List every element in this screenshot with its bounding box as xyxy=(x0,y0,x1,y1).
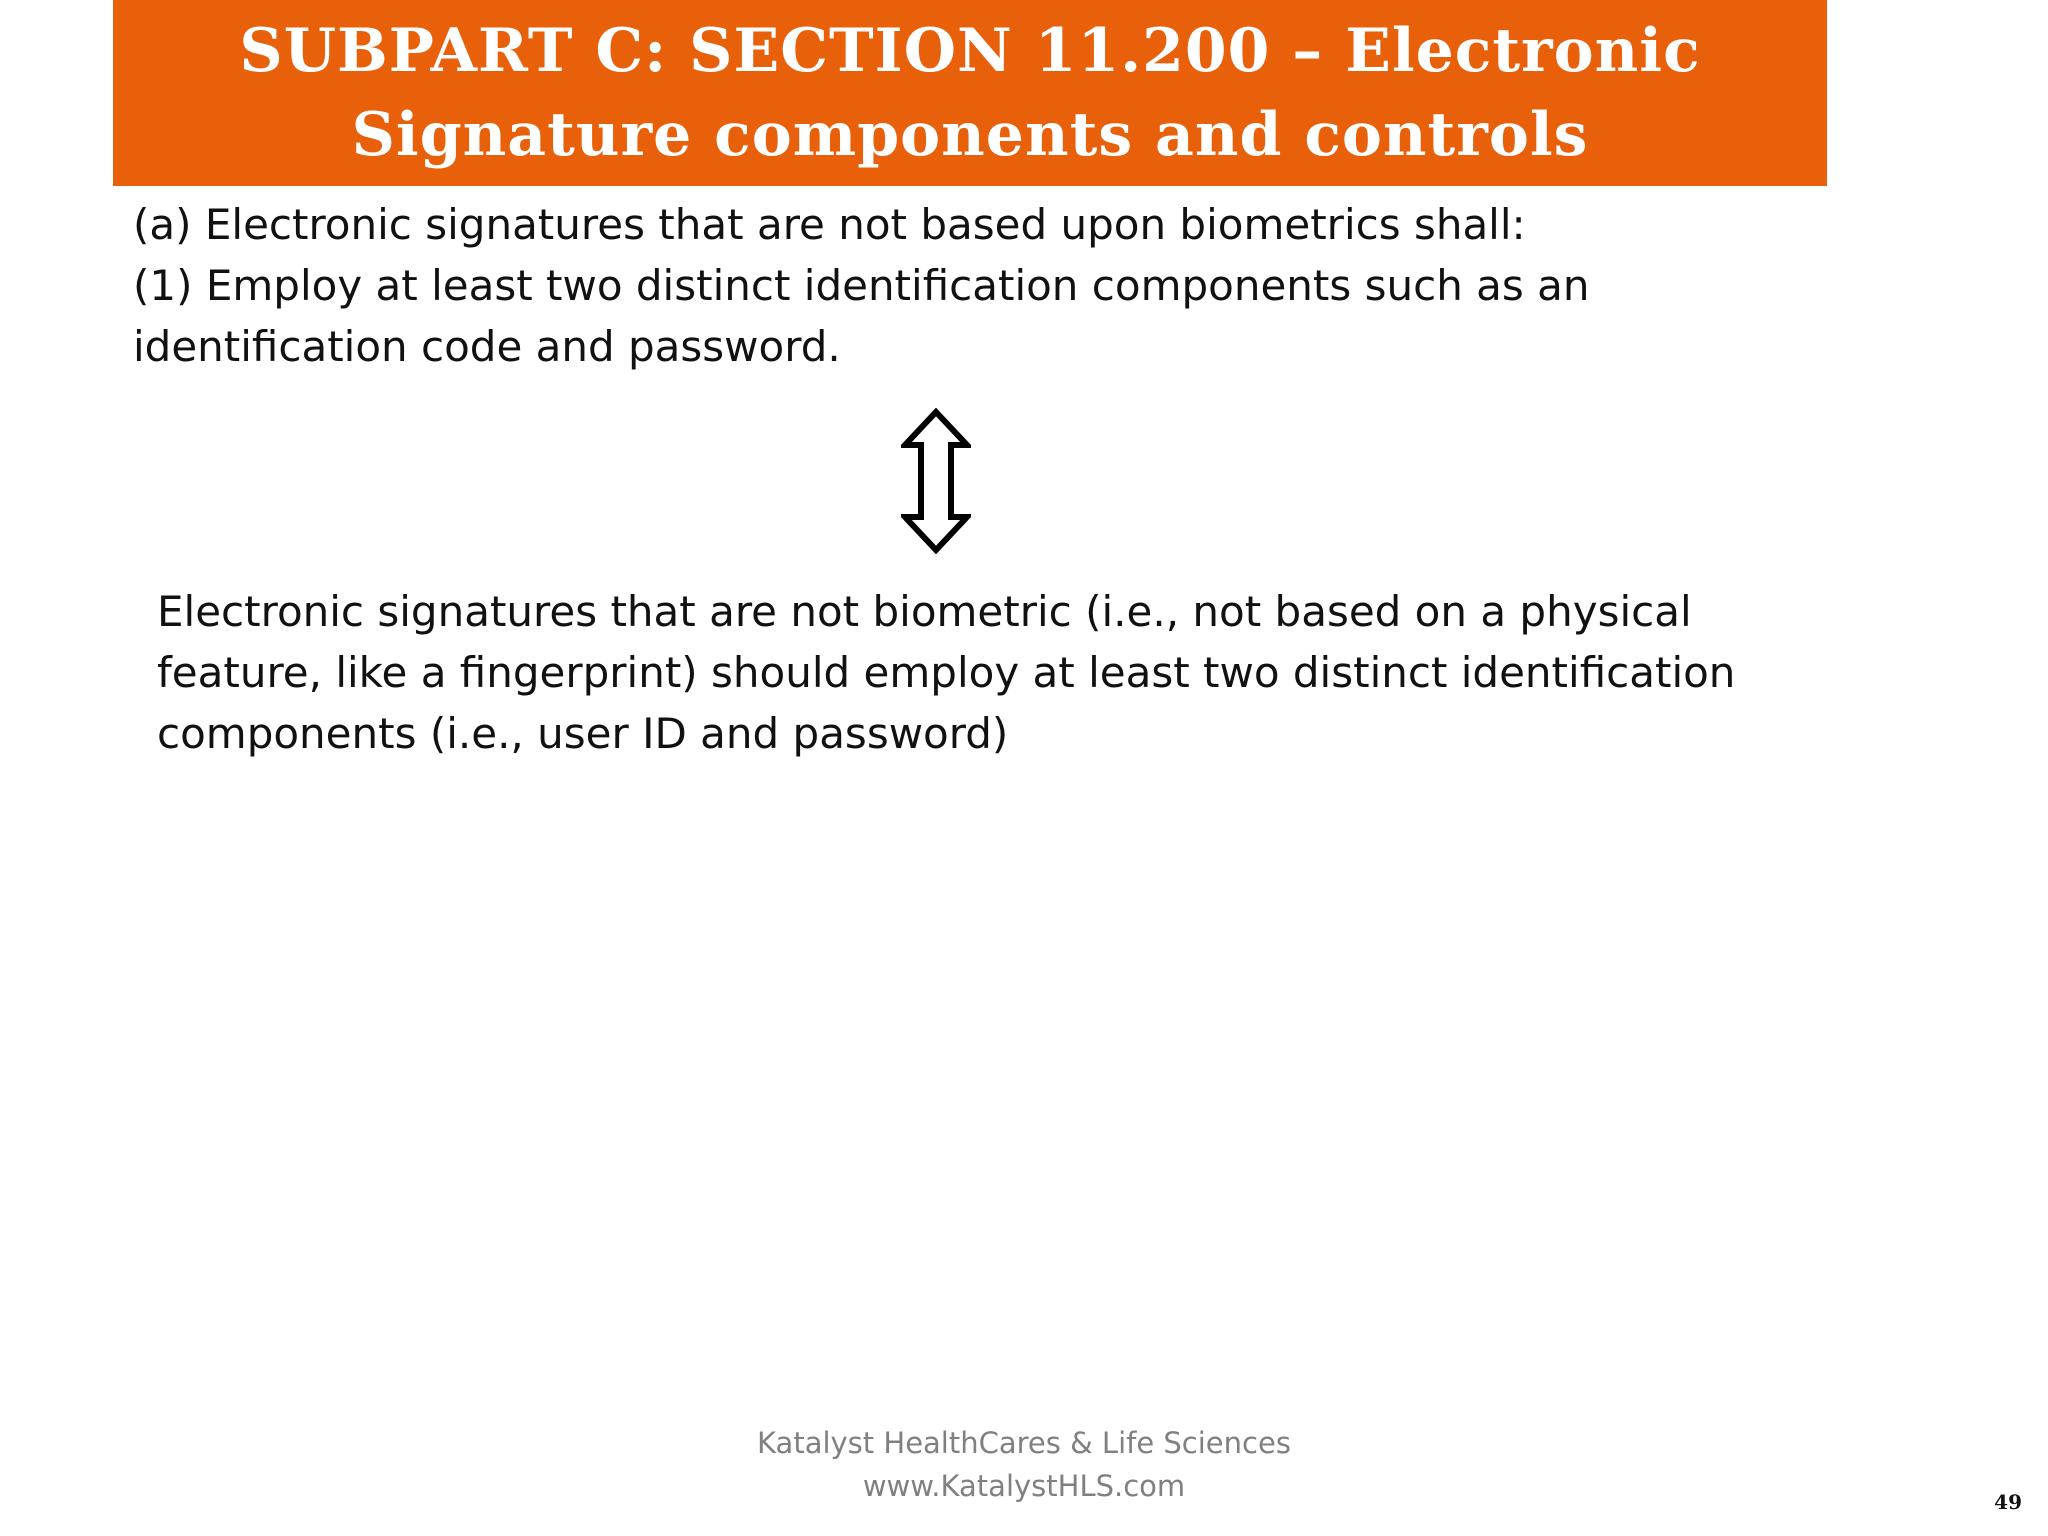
explanation-text xyxy=(157,581,1777,764)
explanation-line-2: feature, like a fingerprint) should employ at least two distinct identification xyxy=(157,648,1736,697)
footer xyxy=(0,1422,2048,1508)
explanation-line-1: Electronic signatures that are not biometric (i.e., not based on a physical xyxy=(157,587,1692,636)
regulation-line-3: identification code and password. xyxy=(133,322,841,371)
regulation-line-1: (a) Electronic signatures that are not based upon biometrics shall: xyxy=(133,200,1526,249)
page-number: 49 xyxy=(1994,1490,2022,1514)
title-banner xyxy=(113,0,1827,186)
regulation-text xyxy=(133,194,1733,377)
regulation-line-2: (1) Employ at least two distinct identification components such as an xyxy=(133,261,1590,310)
title-line-1: SUBPART C: SECTION 11.200 – Electronic xyxy=(239,16,1701,86)
title-line-2: Signature components and controls xyxy=(351,100,1589,170)
footer-company: Katalyst HealthCares & Life Sciences xyxy=(757,1426,1291,1460)
explanation-line-3: components (i.e., user ID and password) xyxy=(157,709,1009,758)
up-down-arrow-icon xyxy=(901,408,971,554)
footer-website: www.KatalystHLS.com xyxy=(862,1469,1186,1503)
